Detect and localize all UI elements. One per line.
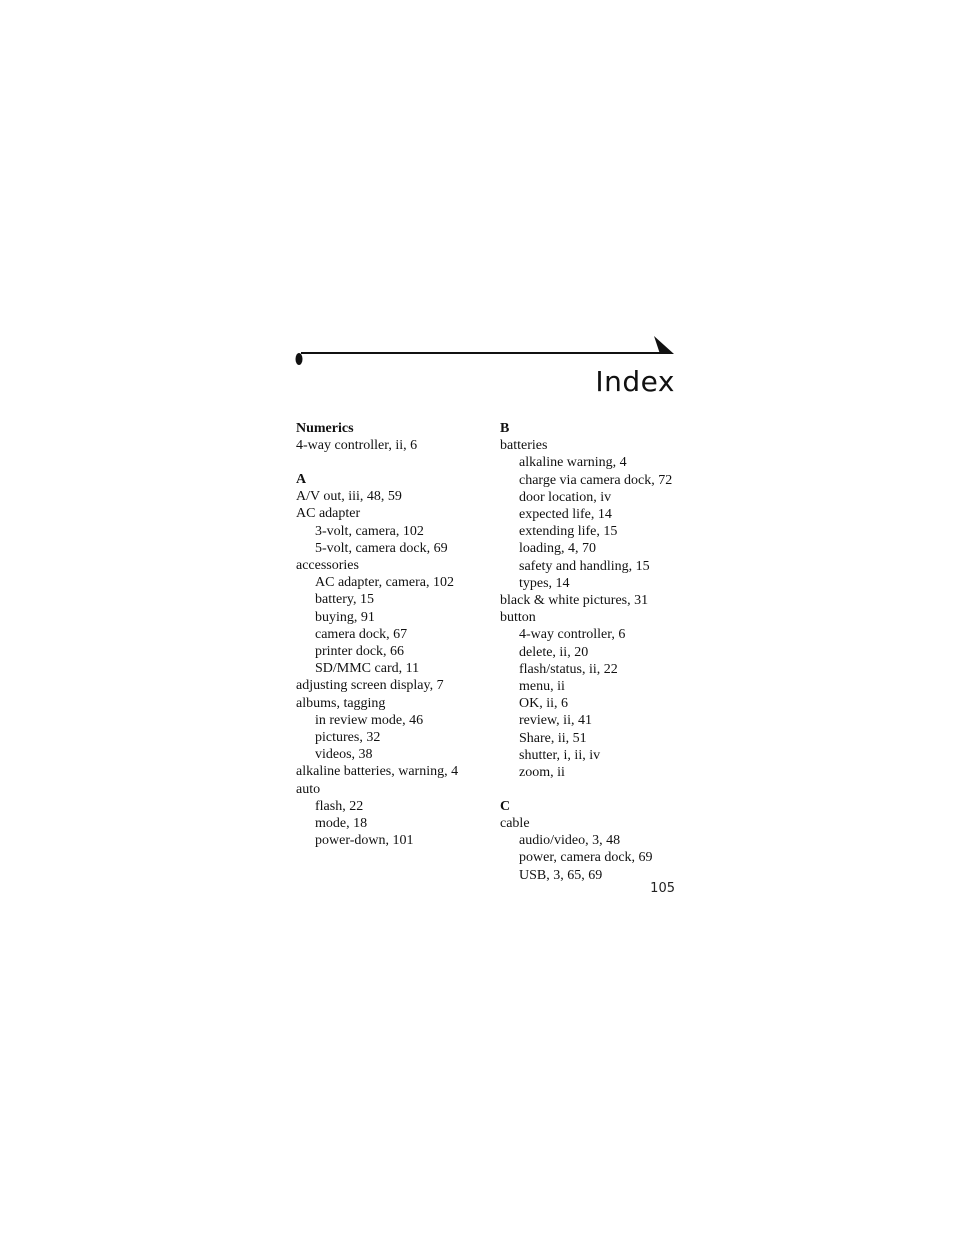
index-subentry: alkaline warning, 4 [519, 455, 627, 471]
index-column-left [296, 420, 476, 866]
index-section [500, 420, 690, 781]
index-entry: AC adapter [296, 506, 361, 522]
index-subentry: delete, ii, 20 [519, 644, 589, 660]
index-entry: button [500, 610, 536, 626]
index-subentry: battery, 15 [315, 592, 374, 608]
section-heading: A [296, 472, 307, 487]
index-subentry: USB, 3, 65, 69 [519, 867, 603, 883]
index-section [296, 420, 476, 454]
index-subentry: flash, 22 [315, 798, 364, 814]
section-heading: C [500, 798, 511, 814]
index-subentry: 4-way controller, 6 [519, 627, 626, 643]
index-section [500, 798, 690, 884]
index-subentry: power, camera dock, 69 [519, 850, 653, 866]
index-subentry: types, 14 [519, 575, 570, 591]
index-subentry: videos, 38 [315, 747, 373, 763]
index-subentry: OK, ii, 6 [519, 696, 568, 712]
index-subentry: review, ii, 41 [519, 713, 592, 729]
index-subentry: AC adapter, camera, 102 [315, 575, 454, 591]
page-title: Index [595, 365, 675, 398]
index-subentry: 3-volt, camera, 102 [315, 523, 424, 539]
index-subentry: SD/MMC card, 11 [315, 661, 420, 677]
index-entry: accessories [296, 558, 359, 574]
index-subentry: audio/video, 3, 48 [519, 833, 621, 849]
index-subentry: door location, iv [519, 489, 612, 505]
index-entry: alkaline batteries, warning, 4 [296, 764, 459, 780]
index-subentry: buying, 91 [315, 609, 375, 625]
index-entry: black & white pictures, 31 [500, 593, 649, 609]
index-column-right [500, 420, 690, 900]
index-subentry: loading, 4, 70 [519, 541, 596, 557]
index-entry: albums, tagging [296, 695, 386, 711]
index-subentry: printer dock, 66 [315, 644, 405, 660]
section-heading: B [500, 421, 510, 436]
index-subentry: camera dock, 67 [315, 626, 408, 642]
index-subentry: zoom, ii [519, 765, 565, 781]
index-subentry: 5-volt, camera dock, 69 [315, 540, 448, 556]
index-subentry: shutter, i, ii, iv [519, 747, 601, 763]
index-subentry: pictures, 32 [315, 730, 381, 746]
index-entry: cable [500, 816, 530, 832]
index-subentry: Share, ii, 51 [519, 730, 587, 746]
index-subentry: safety and handling, 15 [519, 558, 650, 574]
index-subentry: flash/status, ii, 22 [519, 661, 618, 677]
index-subentry: expected life, 14 [519, 507, 612, 523]
index-section [296, 471, 476, 849]
index-subentry: charge via camera dock, 72 [519, 472, 673, 488]
index-entry: auto [296, 781, 321, 797]
index-entry: adjusting screen display, 7 [296, 678, 444, 694]
rule-start-dot [296, 353, 303, 365]
index-subentry: in review mode, 46 [315, 712, 424, 728]
index-entry: 4-way controller, ii, 6 [296, 438, 418, 454]
index-subentry: extending life, 15 [519, 524, 618, 540]
index-subentry: menu, ii [519, 679, 565, 695]
index-subentry: power-down, 101 [315, 833, 414, 849]
index-subentry: mode, 18 [315, 816, 368, 832]
index-entry: A/V out, iii, 48, 59 [296, 489, 402, 505]
rule-end-arrow [654, 336, 674, 354]
section-heading: Numerics [296, 421, 354, 436]
index-entry: batteries [500, 438, 548, 454]
page-number: 105 [650, 881, 675, 896]
